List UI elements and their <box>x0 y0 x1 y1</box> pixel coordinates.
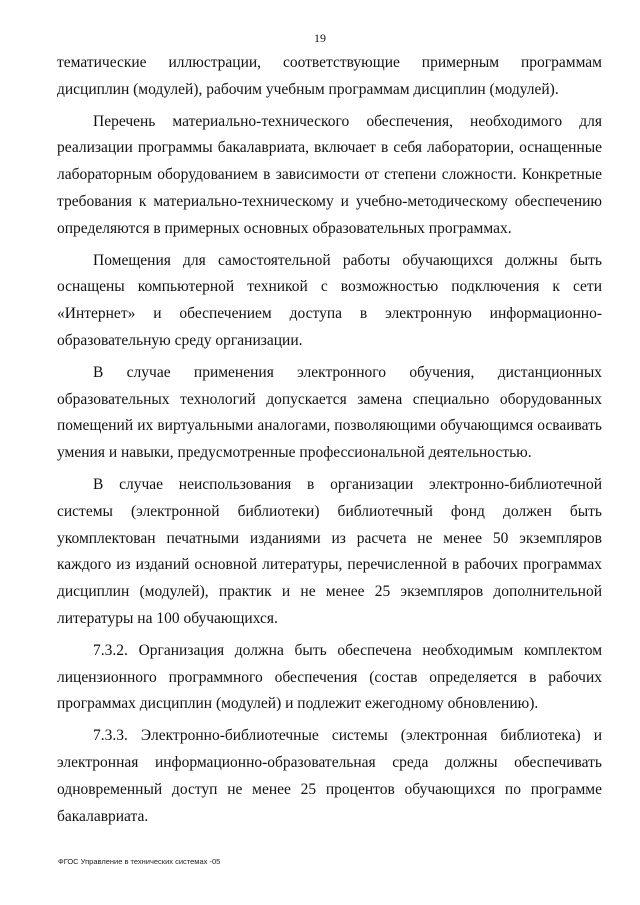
paragraph-e-learning: В случае применения электронного обучения, дистанционных образовательных технологий допускается замена специально оборудованных помещений их виртуальными аналогами, позволяющими обучающимся осваивать умения и навыки, предусмотренные профессиональной деятельностью. <box>57 363 602 462</box>
document-body <box>57 50 602 830</box>
paragraph-7-3-2: 7.3.2. Организация должна быть обеспечена необходимым комплектом лицензионного программного обеспечения (состав определяется в рабочих программах дисциплин (модулей) и подлежит ежегодному обновлению). <box>57 641 602 713</box>
paragraph-equipment-list: Перечень материально-технического обеспечения, необходимого для реализации программы бакалавриата, включает в себя лаборатории, оснащенные лабораторным оборудованием в зависимости от степени сложности. Конкретные требования к материально-техническому и учебно-методическому обеспечению определяются в примерных основных образовательных программах. <box>57 112 602 237</box>
page-footer: ФГОС Управление в технических системах -05 <box>58 857 221 866</box>
paragraph-self-study-rooms: Помещения для самостоятельной работы обучающихся должны быть оснащены компьютерной техникой с возможностью подключения к сети «Интернет» и обеспечением доступа в электронную информационно-образовательную среду организации. <box>57 251 602 349</box>
paragraph-7-3-3: 7.3.3. Электронно-библиотечные системы (электронная библиотека) и электронная информационно-образовательная среда должны обеспечивать одновременный доступ не менее 25 процентов обучающихся по программе бакалавриата. <box>57 727 602 825</box>
page-number: 19 <box>314 31 326 45</box>
paragraph-library-fund: В случае неиспользования в организации электронно-библиотечной системы (электронной библиотеки) библиотечный фонд должен быть укомплектован печатными изданиями из расчета не менее 50 экземпляров каждого из изданий основной литературы, перечисленной в рабочих программах дисциплин (модулей), практик и не менее 25 экземпляров дополнительной литературы на 100 обучающихся. <box>57 475 602 627</box>
paragraph-continuation: тематические иллюстрации, соответствующие примерным программам дисциплин (модулей), рабочим учебным программам дисциплин (модулей). <box>57 54 602 98</box>
